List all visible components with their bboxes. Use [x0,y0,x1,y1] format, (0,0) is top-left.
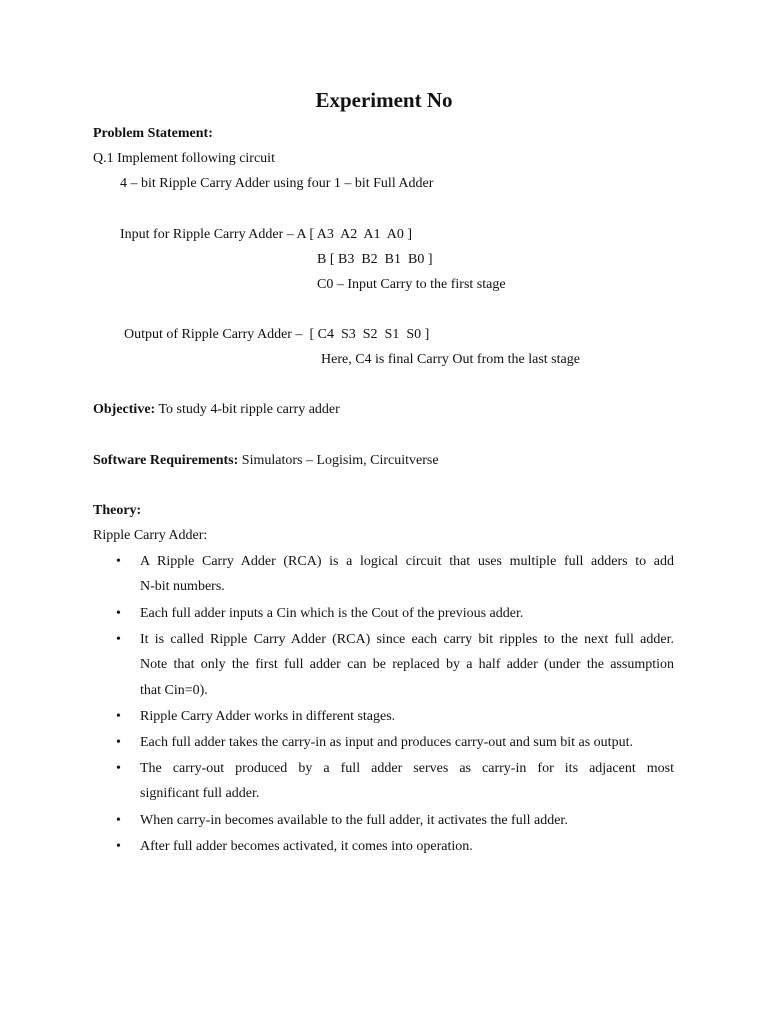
bullet-8-line-1: After full adder becomes activated, it comes into operation. [140,839,473,854]
software-text: Simulators – Logisim, Circuitverse [238,453,439,468]
bullet-marker: • [116,839,121,854]
bullet-marker: • [116,709,121,724]
bullet-marker: • [116,813,121,828]
circuit-description: 4 – bit Ripple Carry Adder using four 1 – bit Full Adder [120,176,434,191]
bullet-marker: • [116,606,121,621]
bullet-6-line-2: significant full adder. [140,786,260,801]
software-requirements-line [93,452,439,470]
input-b-line: B [ B3 B2 B1 B0 ] [317,252,433,267]
page-title: Experiment No [315,88,453,112]
bullet-3-line-2: Note that only the first full adder can be replaced by a half adder (under the assumption [140,657,674,672]
input-a-line: Input for Ripple Carry Adder – A [ A3 A2 A1 A0 ] [120,227,413,242]
objective-text: To study 4-bit ripple carry adder [155,402,340,417]
objective-label: Objective: [93,402,156,417]
objective-line [93,401,340,419]
input-c0-line: C0 – Input Carry to the first stage [317,277,506,292]
bullet-7-line-1: When carry-in becomes available to the full adder, it activates the full adder. [140,813,568,828]
theory-heading: Theory: [93,503,142,518]
output-note: Here, C4 is final Carry Out from the last stage [321,352,580,367]
bullet-2-line-1: Each full adder inputs a Cin which is the Cout of the previous adder. [140,606,524,621]
bullet-3-line-1: It is called Ripple Carry Adder (RCA) since each carry bit ripples to the next full adder. [140,632,674,647]
bullet-6-line-1: The carry-out produced by a full adder serves as carry-in for its adjacent most [140,761,674,776]
software-label: Software Requirements: [93,453,239,468]
question-text: Q.1 Implement following circuit [93,151,275,166]
bullet-marker: • [116,554,121,569]
bullet-1-line-1: A Ripple Carry Adder (RCA) is a logical circuit that uses multiple full adders to add [140,554,674,569]
theory-subheading: Ripple Carry Adder: [93,528,208,543]
output-line: Output of Ripple Carry Adder – [ C4 S3 S2 S1 S0 ] [124,327,430,342]
bullet-5-line-1: Each full adder takes the carry-in as input and produces carry-out and sum bit as output. [140,735,633,750]
bullet-1-line-2: N-bit numbers. [140,579,225,594]
bullet-3-line-3: that Cin=0). [140,683,208,698]
bullet-marker: • [116,735,121,750]
bullet-marker: • [116,761,121,776]
bullet-marker: • [116,632,121,647]
problem-statement-heading: Problem Statement: [93,126,213,141]
bullet-4-line-1: Ripple Carry Adder works in different stages. [140,709,396,724]
